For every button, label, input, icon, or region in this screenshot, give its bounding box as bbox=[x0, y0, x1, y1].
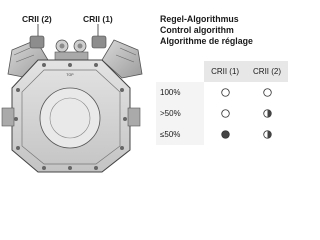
right-port bbox=[128, 108, 140, 126]
top-marker: TOP bbox=[66, 73, 74, 77]
header-crii-2: CRII (2) bbox=[246, 61, 288, 82]
table-row bbox=[156, 82, 288, 103]
filled-circle-icon bbox=[221, 130, 230, 139]
title-english: Control algorithm bbox=[160, 25, 234, 35]
table-row bbox=[156, 103, 288, 124]
label-crii-2: CRII (2) bbox=[22, 14, 52, 24]
cell-crii1 bbox=[204, 82, 246, 103]
top-valves bbox=[55, 40, 88, 60]
algorithm-title bbox=[160, 14, 288, 47]
table-row bbox=[156, 124, 288, 145]
left-port bbox=[2, 108, 14, 126]
table-corner bbox=[156, 61, 204, 82]
compressor-illustration bbox=[0, 0, 150, 183]
label-crii-1: CRII (1) bbox=[83, 14, 113, 24]
cell-crii1 bbox=[204, 124, 246, 145]
title-french: Algorithme de réglage bbox=[160, 36, 253, 46]
cell-crii2 bbox=[246, 82, 288, 103]
open-circle-icon bbox=[221, 109, 230, 118]
cell-crii2 bbox=[246, 103, 288, 124]
cell-crii2 bbox=[246, 124, 288, 145]
row-label: ≤50% bbox=[156, 124, 204, 145]
table-header-row bbox=[156, 61, 288, 82]
row-label: >50% bbox=[156, 103, 204, 124]
cell-crii1 bbox=[204, 103, 246, 124]
half-filled-circle-icon bbox=[263, 109, 272, 118]
control-table bbox=[156, 61, 288, 145]
open-circle-icon bbox=[221, 88, 230, 97]
center-cover bbox=[40, 88, 100, 148]
header-crii-1: CRII (1) bbox=[204, 61, 246, 82]
open-circle-icon bbox=[263, 88, 272, 97]
half-filled-circle-icon bbox=[263, 130, 272, 139]
row-label: 100% bbox=[156, 82, 204, 103]
title-german: Regel-Algorithmus bbox=[160, 14, 239, 24]
